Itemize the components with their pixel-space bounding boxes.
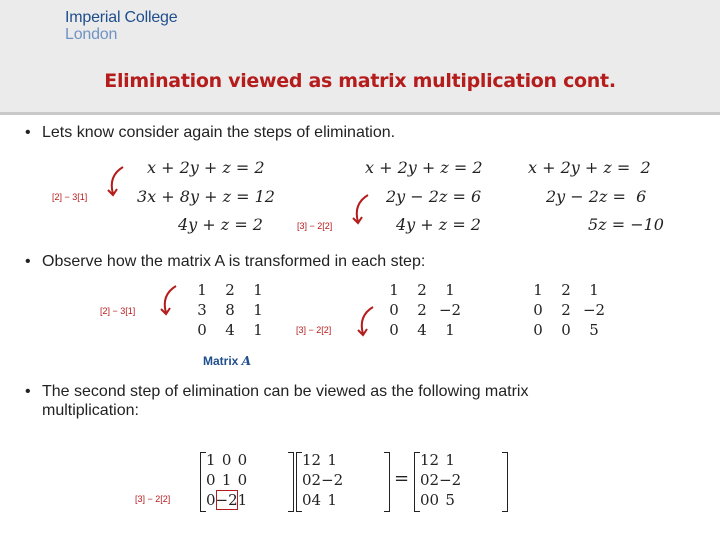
system2-eq3: 4y + z = 2	[396, 215, 481, 234]
bullet-dot: •	[25, 253, 31, 270]
college-logo	[65, 9, 177, 43]
matrix-cell: 8	[225, 301, 235, 319]
slide-title: Elimination viewed as matrix multiplication cont.	[104, 70, 616, 92]
matrix-cell: 0	[533, 321, 543, 339]
matrix-cell: −2	[215, 491, 238, 509]
matrix-row	[420, 470, 461, 490]
bullet-3	[25, 382, 529, 420]
matrix-row	[420, 490, 461, 510]
matrix-cell: 0	[561, 321, 571, 339]
matrix-cell: 1	[445, 281, 455, 299]
matrix-row	[380, 280, 464, 300]
matrix-cell: 1	[589, 281, 599, 299]
right-bracket	[502, 452, 508, 512]
matrix-cell: 2	[417, 281, 427, 299]
matrix-cell: 2	[429, 471, 440, 489]
bullet-1	[25, 123, 396, 142]
bullet-2	[25, 252, 426, 271]
system1-eq3: 4y + z = 2	[178, 215, 263, 234]
operation-label-1: [2] − 3[1]	[52, 192, 88, 202]
operation-label-3: [2] − 3[1]	[100, 306, 136, 316]
matrix-cell: 1	[206, 451, 216, 469]
matrix-cell: 1	[253, 301, 263, 319]
matrix-row	[188, 280, 272, 300]
matrix-cell: 0	[302, 471, 312, 489]
matrix-cell: 1	[445, 451, 455, 469]
bullet-3-text: The second step of elimination can be viewed as the following matrix	[42, 383, 529, 400]
curved-arrow-icon	[158, 283, 180, 317]
matrix-cell: 1	[327, 451, 337, 469]
system2-eq1: x + 2y + z = 2	[365, 158, 483, 177]
curved-arrow-icon	[105, 164, 127, 198]
matrix-cell: 0	[197, 321, 207, 339]
system3-eq3: 5z = −10	[588, 215, 664, 234]
matrix-cell: −2	[321, 471, 344, 489]
matrix-cell: 1	[420, 451, 430, 469]
matrix-cell: 1	[253, 321, 263, 339]
matrix-row	[302, 470, 343, 490]
matrix-cell: 1	[533, 281, 543, 299]
matrix-cell: 5	[589, 321, 599, 339]
system1-eq2: 3x + 8y + z = 12	[137, 187, 275, 206]
system3-eq2: 2y − 2z = 6	[546, 187, 647, 206]
matrix-row	[206, 490, 247, 510]
bullet-3-text-cont: multiplication:	[42, 402, 139, 419]
logo-line-1: Imperial College	[65, 9, 178, 26]
matrix-cell: 0	[389, 301, 399, 319]
matrix-cell: 0	[429, 491, 440, 509]
system1-eq1: x + 2y + z = 2	[147, 158, 265, 177]
matrix-cell: 2	[311, 451, 322, 469]
curved-arrow-icon	[355, 304, 377, 338]
matrix-A-step2	[524, 280, 608, 340]
bullet-2-text: Observe how the matrix A is transformed in each step:	[42, 253, 426, 270]
matrix-cell: 0	[237, 471, 248, 489]
matrix-cell: 2	[225, 281, 235, 299]
matrix-cell: 0	[533, 301, 543, 319]
matrix-cell: 4	[225, 321, 235, 339]
matrix-cell: 0	[389, 321, 399, 339]
matrix-cell: −2	[439, 471, 462, 489]
matrix-cell: 2	[311, 471, 322, 489]
matrix-cell: 0	[237, 451, 248, 469]
matrix-row	[524, 300, 608, 320]
right-bracket	[384, 452, 390, 512]
equals-sign: =	[394, 468, 410, 489]
matrix-cell: 0	[420, 471, 430, 489]
matrix-label-symbol: A	[241, 354, 251, 368]
matrix-row	[188, 320, 272, 340]
matrix-row	[380, 300, 464, 320]
matrix-row	[188, 300, 272, 320]
bullet-dot: •	[25, 124, 31, 141]
matrix-cell: 1	[302, 451, 312, 469]
matrix-cell: 0	[206, 471, 216, 489]
matrix-cell: 2	[429, 451, 440, 469]
matrix-label-word: Matrix	[203, 354, 239, 368]
matrix-cell: 0	[302, 491, 312, 509]
matrix-row	[420, 450, 461, 470]
matrix-row	[206, 450, 247, 470]
bullet-1-text: Lets know consider again the steps of elimination.	[42, 124, 396, 141]
matrix-label	[203, 354, 251, 368]
curved-arrow-icon	[350, 192, 372, 226]
matrix-cell: 0	[221, 451, 232, 469]
matrix-row	[524, 320, 608, 340]
operation-label-5: [3] − 2[2]	[135, 494, 171, 504]
right-bracket	[288, 452, 294, 512]
matrix-row	[302, 450, 343, 470]
matrix-row	[524, 280, 608, 300]
operation-label-2: [3] − 2[2]	[297, 221, 333, 231]
matrix-cell: 1	[237, 491, 248, 509]
matrix-A-step1	[380, 280, 464, 340]
matrix-cell: 1	[389, 281, 399, 299]
matrix-cell: 2	[417, 301, 427, 319]
system2-eq2: 2y − 2z = 6	[386, 187, 482, 206]
logo-line-2: London	[65, 26, 118, 43]
matrix-cell: 0	[206, 491, 216, 509]
bullet-dot: •	[25, 383, 31, 400]
matrix-cell: 1	[221, 471, 232, 489]
matrix-cell: 2	[561, 281, 571, 299]
matrix-cell: 1	[445, 321, 455, 339]
operation-label-4: [3] − 2[2]	[296, 325, 332, 335]
matrix-row	[206, 470, 247, 490]
matrix-cell: −2	[438, 301, 462, 319]
matrix-cell: 0	[420, 491, 430, 509]
matrix-cell: 4	[417, 321, 427, 339]
system3-eq1: x + 2y + z = 2	[528, 158, 651, 177]
matrix-A-original	[188, 280, 272, 340]
header-divider	[0, 112, 720, 115]
matrix-row	[302, 490, 343, 510]
matrix-cell: 1	[253, 281, 263, 299]
matrix-cell: 4	[311, 491, 322, 509]
matrix-cell: 1	[327, 491, 337, 509]
matrix-cell: −2	[582, 301, 606, 319]
matrix-cell: 5	[445, 491, 455, 509]
matrix-cell: 3	[197, 301, 207, 319]
matrix-row	[380, 320, 464, 340]
matrix-cell: 2	[561, 301, 571, 319]
matrix-cell: 1	[197, 281, 207, 299]
